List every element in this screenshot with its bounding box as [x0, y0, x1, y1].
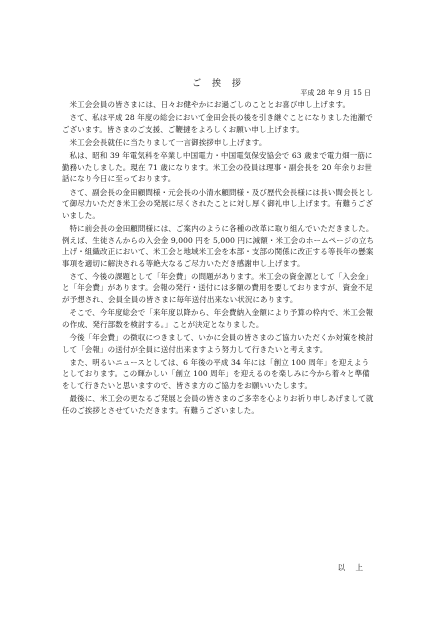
paragraph: さて、私は平成 28 年度の総会において金田会長の後を引き継ぐことになりました池瀬でございます。皆さまのご支援、ご鞭撻をよろしくお願い申し上げます。 — [62, 113, 373, 134]
document-body — [62, 99, 376, 418]
document-title: ご 挨 拶 — [192, 79, 245, 89]
paragraph: 私は、昭和 39 年電気科を卒業し中国電力・中国電気保安協会で 63 歳まで電力畑一筋に勤務いたしました。現在 71 歳になります。米工会の役員は理事・副会長を 20 年余りお世話になり今日に至っております。 — [62, 151, 373, 184]
paragraph: 今後「年会費」の徴収につきまして、いかに会員の皆さまのご協力いただくか対策を検討して「会報」の送付が全員に送付出来ますよう努力して行きたいと考えます。 — [62, 333, 374, 354]
paragraph: そこで、今年度総会で「来年度以降から、年会費納入金額により予算の枠内で、米工会報の作成、発行部数を検討する。」ことが決定となりました。 — [62, 308, 374, 329]
closing-mark: 以 上 — [337, 563, 367, 572]
paragraph: さて、今後の課題として「年会費」の問題があります。米工会の資金源として「入会金」と「年会費」があります。会報の発行・送付には多額の費用を要しておりますが、資金不足が予想され、会員全員の皆さまに毎年送付出来ない状況にあります。 — [62, 271, 373, 305]
paragraph: 特に前会長の金田顧問様には、ご案内のように各種の改革に取り組んでいただきました。例えば、生徒さんからの入会金 9,000 円を 5,000 円に減額・米工会のホームページの立ち上げ・組織改正において、米工会と地域米工会を本部・支部の関係に改正する等長年の懸案事項を適切に解決される等絶大なるご尽力いただき感謝申し上げます。 — [62, 223, 375, 268]
document-date: 平成 28 年 9 月 15 日 — [300, 89, 371, 97]
paragraph: さて、副会長の金田顧問様・元会長の小清水顧問様・及び歴代会長様には長い間会長として御尽力いただき米工会の発展に尽くされたことに対し厚く御礼申し上げます。有難うございました。 — [62, 187, 374, 220]
paragraph: また、明るいニュースとしては、6 年後の平成 34 年には「創立 100 周年」を迎えようとしております。この輝かしい「創立 100 周年」を迎えるのを楽しみに今から着々と準備をして行きたいと思いますので、皆さま方のご協力をお願いいたします。 — [62, 357, 370, 390]
paragraph: 米工会会長就任に当たりまして一言御挨拶申し上げます。 — [69, 137, 267, 147]
paragraph: 米工会会員の皆さまには、日々お健やかにお過ごしのこととお喜び申し上げます。 — [69, 100, 351, 109]
paragraph: 最後に、米工会の更なるご発展と会員の皆さまのご多幸を心よりお祈り申しあげまして就任のご挨拶とさせていただきます。有難うございました。 — [62, 394, 374, 415]
